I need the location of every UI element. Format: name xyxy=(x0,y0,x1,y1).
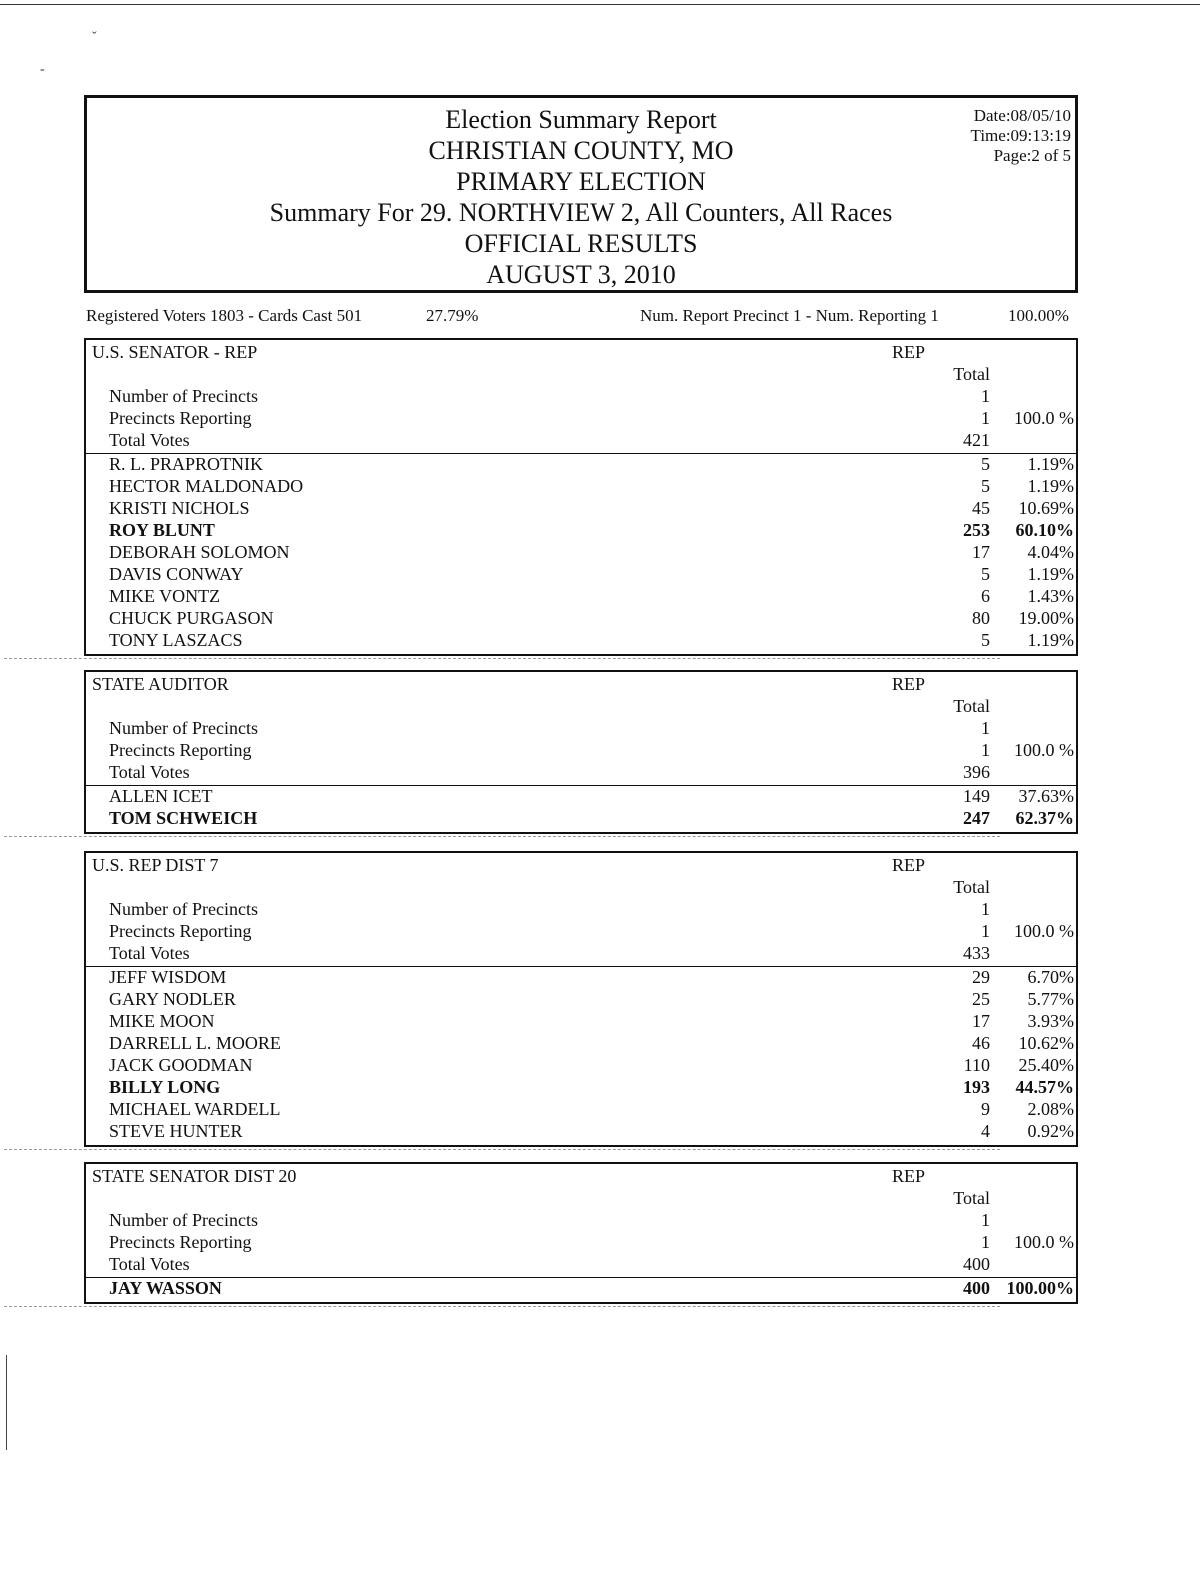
candidate-name: TOM SCHWEICH xyxy=(109,808,258,828)
total-column-header: Total xyxy=(953,1188,990,1208)
candidate-percent: 6.70% xyxy=(1027,967,1074,987)
candidate-percent: 1.19% xyxy=(1027,454,1074,474)
race-title: U.S. REP DIST 7 xyxy=(92,855,219,875)
candidate-percent: 19.00% xyxy=(1018,608,1074,628)
candidate-votes: 5 xyxy=(981,476,990,496)
stat-label: Total Votes xyxy=(109,430,190,450)
candidate-name: JAY WASSON xyxy=(109,1278,222,1298)
candidate-percent: 44.57% xyxy=(1015,1077,1074,1097)
candidate-percent: 62.37% xyxy=(1015,808,1074,828)
candidate-votes: 25 xyxy=(972,989,990,1009)
candidate-percent: 60.10% xyxy=(1015,520,1074,540)
report-page: Page:2 of 5 xyxy=(993,146,1071,165)
stat-label: Total Votes xyxy=(109,943,190,963)
stat-value: 1 xyxy=(981,718,990,738)
candidate-name: ROY BLUNT xyxy=(109,520,215,540)
candidate-row xyxy=(86,542,1076,564)
report-header-box xyxy=(84,95,1078,293)
candidate-row xyxy=(86,1077,1076,1099)
candidate-votes: 5 xyxy=(981,630,990,650)
candidate-percent: 4.04% xyxy=(1027,542,1074,562)
candidate-percent: 3.93% xyxy=(1027,1011,1074,1031)
race-box xyxy=(84,338,1078,656)
total-column-header: Total xyxy=(953,877,990,897)
stat-percent: 100.0 % xyxy=(1014,921,1074,941)
candidate-name: GARY NODLER xyxy=(109,989,236,1009)
candidate-name: MICHAEL WARDELL xyxy=(109,1099,281,1119)
stat-row xyxy=(86,1232,1076,1254)
report-title-block xyxy=(87,104,1075,290)
candidate-votes: 80 xyxy=(972,608,990,628)
total-column-header: Total xyxy=(953,696,990,716)
candidate-row xyxy=(86,498,1076,520)
precinct-reporting: Num. Report Precinct 1 - Num. Reporting 1 xyxy=(640,306,939,325)
candidate-row xyxy=(86,1278,1076,1300)
candidate-percent: 1.43% xyxy=(1027,586,1074,606)
candidate-votes: 45 xyxy=(972,498,990,518)
stat-row xyxy=(86,762,1076,784)
report-meta xyxy=(971,106,1071,166)
candidate-votes: 9 xyxy=(981,1099,990,1119)
candidate-percent: 10.62% xyxy=(1018,1033,1074,1053)
race-party: REP xyxy=(892,855,926,875)
report-date: Date:08/05/10 xyxy=(973,106,1071,125)
candidate-row xyxy=(86,454,1076,476)
results-status: OFFICIAL RESULTS xyxy=(464,229,698,258)
race-title: U.S. SENATOR - REP xyxy=(92,342,258,362)
scan-speck: ˇ xyxy=(92,30,97,45)
stat-value: 1 xyxy=(981,386,990,406)
candidate-name: KRISTI NICHOLS xyxy=(109,498,250,518)
candidate-row xyxy=(86,1121,1076,1143)
turnout-percent: 27.79% xyxy=(426,306,479,325)
candidate-votes: 17 xyxy=(972,542,990,562)
candidate-name: R. L. PRAPROTNIK xyxy=(109,454,264,474)
election-type: PRIMARY ELECTION xyxy=(456,167,706,196)
candidate-row xyxy=(86,786,1076,808)
report-time: Time:09:13:19 xyxy=(970,126,1071,145)
candidate-percent: 1.19% xyxy=(1027,564,1074,584)
candidate-percent: 100.00% xyxy=(1006,1278,1074,1298)
stat-value: 421 xyxy=(963,430,990,450)
race-title: STATE AUDITOR xyxy=(92,674,229,694)
stat-label: Number of Precincts xyxy=(109,1210,258,1230)
stat-row xyxy=(86,1210,1076,1232)
stat-value: 1 xyxy=(981,899,990,919)
summary-scope: Summary For 29. NORTHVIEW 2, All Counters, All Races xyxy=(269,198,893,227)
total-column-header: Total xyxy=(953,364,990,384)
candidate-votes: 253 xyxy=(963,520,990,540)
candidate-name: CHUCK PURGASON xyxy=(109,608,274,628)
candidate-votes: 29 xyxy=(972,967,990,987)
candidate-name: BILLY LONG xyxy=(109,1077,221,1097)
candidate-row xyxy=(86,520,1076,542)
scan-margin-mark xyxy=(6,1355,7,1450)
stat-label: Number of Precincts xyxy=(109,899,258,919)
candidate-name: JACK GOODMAN xyxy=(109,1055,253,1075)
stat-value: 433 xyxy=(963,943,990,963)
stat-value: 1 xyxy=(981,1210,990,1230)
stat-row xyxy=(86,1254,1076,1276)
stat-label: Number of Precincts xyxy=(109,718,258,738)
candidate-percent: 2.08% xyxy=(1027,1099,1074,1119)
stat-label: Precincts Reporting xyxy=(109,740,252,760)
race-box xyxy=(84,851,1078,1147)
stat-value: 1 xyxy=(981,408,990,428)
candidate-percent: 37.63% xyxy=(1018,786,1074,806)
stat-row xyxy=(86,899,1076,921)
stat-value: 396 xyxy=(963,762,990,782)
stat-label: Total Votes xyxy=(109,1254,190,1274)
stat-label: Precincts Reporting xyxy=(109,1232,252,1252)
candidate-row xyxy=(86,476,1076,498)
candidate-row xyxy=(86,967,1076,989)
candidate-votes: 17 xyxy=(972,1011,990,1031)
stat-row xyxy=(86,943,1076,965)
candidate-name: JEFF WISDOM xyxy=(109,967,227,987)
scan-dashed-edge xyxy=(4,836,1000,837)
candidate-name: STEVE HUNTER xyxy=(109,1121,243,1141)
candidate-row xyxy=(86,1099,1076,1121)
candidate-votes: 110 xyxy=(963,1055,990,1075)
candidate-votes: 5 xyxy=(981,454,990,474)
stat-label: Precincts Reporting xyxy=(109,921,252,941)
stat-label: Number of Precincts xyxy=(109,386,258,406)
candidate-percent: 1.19% xyxy=(1027,630,1074,650)
candidate-percent: 5.77% xyxy=(1027,989,1074,1009)
stat-value: 400 xyxy=(963,1254,990,1274)
stat-label: Precincts Reporting xyxy=(109,408,252,428)
report-title: Election Summary Report xyxy=(445,105,717,134)
candidate-row xyxy=(86,1033,1076,1055)
candidate-votes: 400 xyxy=(963,1278,990,1298)
stat-value: 1 xyxy=(981,740,990,760)
stat-row xyxy=(86,921,1076,943)
candidate-row xyxy=(86,1011,1076,1033)
stat-row xyxy=(86,740,1076,762)
scan-speck: - xyxy=(40,62,45,77)
reporting-percent: 100.00% xyxy=(1008,306,1069,325)
stat-value: 1 xyxy=(981,1232,990,1252)
candidate-votes: 193 xyxy=(963,1077,990,1097)
stat-percent: 100.0 % xyxy=(1014,740,1074,760)
candidate-row xyxy=(86,989,1076,1011)
candidate-votes: 46 xyxy=(972,1033,990,1053)
stat-label: Total Votes xyxy=(109,762,190,782)
scan-dashed-edge xyxy=(4,1149,1000,1150)
candidate-votes: 5 xyxy=(981,564,990,584)
stat-row xyxy=(86,718,1076,740)
candidate-name: TONY LASZACS xyxy=(109,630,243,650)
candidate-row xyxy=(86,630,1076,652)
race-party: REP xyxy=(892,1166,926,1186)
candidate-row xyxy=(86,1055,1076,1077)
candidate-name: DAVIS CONWAY xyxy=(109,564,244,584)
scan-dashed-edge xyxy=(4,658,1000,659)
candidate-name: MIKE VONTZ xyxy=(109,586,221,606)
scan-top-edge-line xyxy=(0,4,1200,5)
candidate-percent: 0.92% xyxy=(1027,1121,1074,1141)
stat-value: 1 xyxy=(981,921,990,941)
candidate-name: DEBORAH SOLOMON xyxy=(109,542,290,562)
candidate-name: ALLEN ICET xyxy=(109,786,213,806)
candidate-votes: 6 xyxy=(981,586,990,606)
candidate-votes: 4 xyxy=(981,1121,990,1141)
race-box xyxy=(84,1162,1078,1304)
candidate-row xyxy=(86,808,1076,830)
race-box xyxy=(84,670,1078,834)
race-party: REP xyxy=(892,342,926,362)
stat-percent: 100.0 % xyxy=(1014,408,1074,428)
stat-percent: 100.0 % xyxy=(1014,1232,1074,1252)
registered-voters: Registered Voters 1803 - Cards Cast 501 xyxy=(86,306,363,325)
candidate-row xyxy=(86,608,1076,630)
candidate-percent: 1.19% xyxy=(1027,476,1074,496)
scan-dashed-edge xyxy=(4,1306,1000,1307)
county-name: CHRISTIAN COUNTY, MO xyxy=(428,136,734,165)
candidate-percent: 10.69% xyxy=(1018,498,1074,518)
election-date: AUGUST 3, 2010 xyxy=(486,260,676,289)
stat-row xyxy=(86,430,1076,452)
race-title: STATE SENATOR DIST 20 xyxy=(92,1166,297,1186)
candidate-votes: 149 xyxy=(963,786,990,806)
candidate-votes: 247 xyxy=(963,808,990,828)
candidate-row xyxy=(86,586,1076,608)
candidate-row xyxy=(86,564,1076,586)
stat-row xyxy=(86,408,1076,430)
race-party: REP xyxy=(892,674,926,694)
candidate-percent: 25.40% xyxy=(1018,1055,1074,1075)
candidate-name: HECTOR MALDONADO xyxy=(109,476,304,496)
candidate-name: MIKE MOON xyxy=(109,1011,215,1031)
stat-row xyxy=(86,386,1076,408)
candidate-name: DARRELL L. MOORE xyxy=(109,1033,281,1053)
